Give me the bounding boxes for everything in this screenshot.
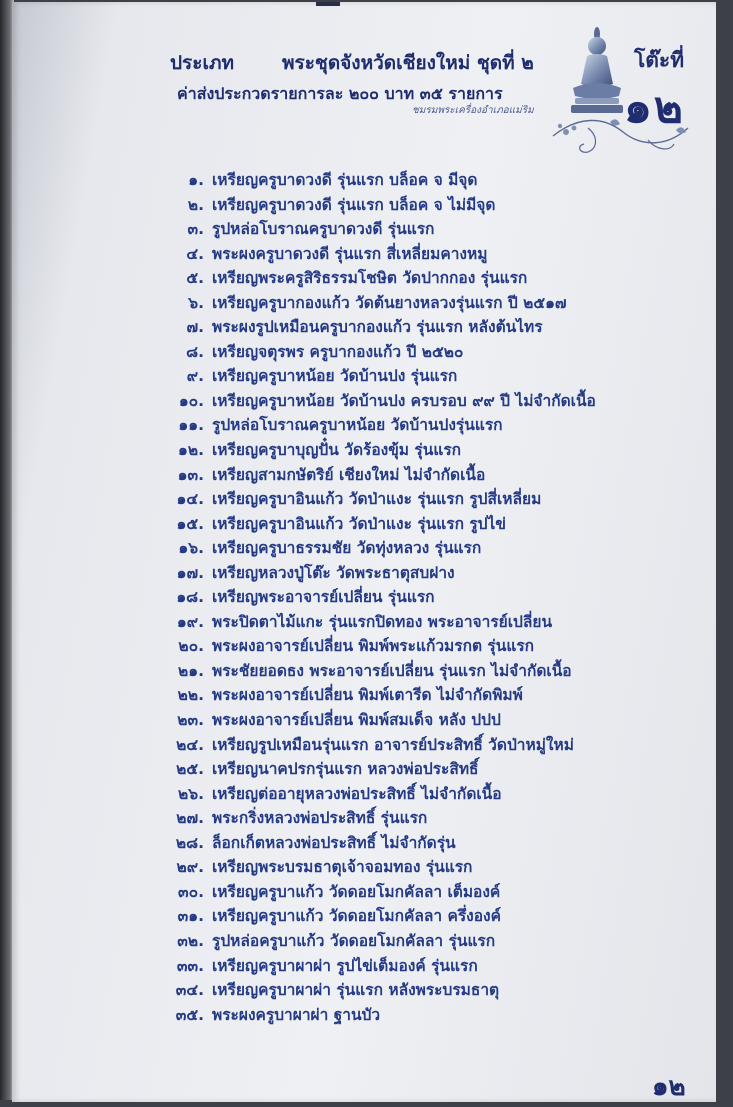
category-label: ประเภท bbox=[170, 52, 235, 74]
item-number: ๒๑. bbox=[178, 661, 204, 680]
list-item bbox=[160, 733, 720, 758]
list-item bbox=[160, 634, 720, 659]
list-item bbox=[160, 782, 720, 807]
entry-list bbox=[160, 168, 720, 1027]
page-number: ๑๒ bbox=[652, 1072, 686, 1102]
item-number: ๘. bbox=[186, 342, 204, 361]
list-item bbox=[160, 806, 720, 831]
item-number: ๑๐. bbox=[178, 391, 204, 410]
item-text: พระผงรูปเหมือนครูบากองแก้ว รุ่นแรก หลังต้นไทร bbox=[212, 318, 543, 337]
list-item bbox=[160, 831, 720, 856]
item-text: พระผงครูบาผาผ่า ฐานบัว bbox=[212, 1005, 381, 1024]
item-number: ๒. bbox=[187, 195, 204, 214]
entry-fee-text: ค่าส่งประกวดรายการละ ๒๐๐ บาท ๓๕ รายการ bbox=[177, 84, 503, 103]
list-item bbox=[160, 463, 720, 488]
item-number: ๒๖. bbox=[178, 784, 204, 803]
item-number: ๑๘. bbox=[176, 588, 204, 607]
category-value: พระชุดจังหวัดเชียงใหม่ ชุดที่ ๒ bbox=[282, 52, 534, 74]
club-name: ชมรมพระเครื่องอำเภอแม่ริม bbox=[412, 105, 534, 116]
item-text: เหรียญรูปเหมือนรุ่นแรก อาจารย์ประสิทธิ์ วัดป่าหมู่ใหม่ bbox=[212, 735, 574, 754]
item-text: เหรียญครูบาบุญปั๋น วัดร้องขุ้ม รุ่นแรก bbox=[212, 441, 462, 460]
item-number: ๖. bbox=[188, 293, 204, 312]
item-number: ๓๔. bbox=[175, 981, 204, 1000]
list-item bbox=[160, 291, 720, 316]
item-number: ๒๙. bbox=[176, 858, 204, 877]
page-header bbox=[12, 2, 716, 172]
list-item bbox=[160, 340, 720, 365]
item-number: ๒๗. bbox=[176, 809, 204, 828]
item-text: เหรียญครูบากองแก้ว วัดต้นยางหลวงรุ่นแรก ปี ๒๕๑๗ bbox=[212, 293, 567, 312]
item-text: พระผงอาจารย์เปลี่ยน พิมพ์พระแก้วมรกต รุ่นแรก bbox=[212, 637, 535, 656]
item-number: ๒๘. bbox=[175, 833, 204, 852]
item-text: เหรียญพระบรมธาตุเจ้าจอมทอง รุ่นแรก bbox=[212, 858, 473, 877]
item-text: เหรียญพระอาจารย์เปลี่ยน รุ่นแรก bbox=[212, 588, 435, 607]
list-item bbox=[160, 242, 720, 267]
item-text: เหรียญครูบาผาผ่า รูปไข่เต็มองค์ รุ่นแรก bbox=[212, 956, 478, 975]
item-text: รูปหล่อโบราณครูบาหน้อย วัดบ้านปงรุ่นแรก bbox=[212, 416, 503, 435]
item-text: ล็อกเก็ตหลวงพ่อประสิทธิ์ ไม่จำกัดรุ่น bbox=[212, 833, 456, 852]
list-item bbox=[160, 610, 720, 635]
item-number: ๓๐. bbox=[178, 882, 204, 901]
item-text: พระผงครูบาดวงดี รุ่นแรก สี่เหลี่ยมคางหมู bbox=[212, 244, 488, 263]
item-number: ๗. bbox=[186, 318, 204, 337]
list-item bbox=[160, 536, 720, 561]
item-number: ๑๔. bbox=[176, 490, 204, 509]
list-item bbox=[160, 978, 720, 1003]
item-number: ๑๗. bbox=[176, 563, 204, 582]
list-item bbox=[160, 438, 720, 463]
item-text: เหรียญสามกษัตริย์ เชียงใหม่ ไม่จำกัดเนื้อ bbox=[212, 465, 486, 484]
list-item bbox=[160, 929, 720, 954]
item-number: ๑๑. bbox=[178, 416, 204, 435]
item-text: เหรียญต่ออายุหลวงพ่อประสิทธิ์ ไม่จำกัดเนื้อ bbox=[212, 784, 502, 803]
item-text: เหรียญครูบาหน้อย วัดบ้านปง รุ่นแรก bbox=[212, 367, 458, 386]
list-item bbox=[160, 168, 720, 193]
item-number: ๒๒. bbox=[177, 686, 204, 705]
item-text: เหรียญครูบาหน้อย วัดบ้านปง ครบรอบ ๙๙ ปี ไม่จำกัดเนื้อ bbox=[212, 391, 596, 410]
item-text: เหรียญครูบาแก้ว วัดดอยโมกคัลลา ครึ่งองค์ bbox=[212, 907, 501, 926]
item-number: ๒๓. bbox=[177, 711, 204, 730]
list-item bbox=[160, 487, 720, 512]
item-text: เหรียญครูบาอินแก้ว วัดป่าแงะ รุ่นแรก รูปไข่ bbox=[212, 514, 506, 533]
item-text: พระปิดตาไม้แกะ รุ่นแรกปิดทอง พระอาจารย์เปลี่ยน bbox=[212, 612, 553, 631]
list-item bbox=[160, 904, 720, 929]
item-number: ๒๔. bbox=[176, 735, 204, 754]
item-number: ๔. bbox=[186, 244, 204, 263]
list-item bbox=[160, 561, 720, 586]
item-text: เหรียญครูบาดวงดี รุ่นแรก บล็อค จ ไม่มีจุด bbox=[212, 195, 496, 214]
list-item bbox=[160, 364, 720, 389]
item-text: เหรียญครูบาธรรมชัย วัดทุ่งหลวง รุ่นแรก bbox=[212, 539, 482, 558]
list-item bbox=[160, 217, 720, 242]
item-number: ๓๓. bbox=[176, 956, 204, 975]
list-item bbox=[160, 708, 720, 733]
item-text: พระผงอาจารย์เปลี่ยน พิมพ์เตารีด ไม่จำกัดพิมพ์ bbox=[212, 686, 523, 705]
item-number: ๙. bbox=[186, 367, 204, 386]
list-item bbox=[160, 659, 720, 684]
item-text: พระผงอาจารย์เปลี่ยน พิมพ์สมเด็จ หลัง ปปป bbox=[212, 711, 501, 730]
table-label: โต๊ะที่ bbox=[634, 48, 685, 72]
item-number: ๓๕. bbox=[175, 1005, 204, 1024]
item-text: เหรียญจตุรพร ครูบากองแก้ว ปี ๒๕๒๐ bbox=[212, 342, 464, 361]
item-number: ๒๕. bbox=[176, 760, 204, 779]
item-number: ๒๐. bbox=[178, 637, 204, 656]
item-number: ๓. bbox=[187, 220, 204, 239]
item-text: เหรียญครูบาอินแก้ว วัดป่าแงะ รุ่นแรก รูปสี่เหลี่ยม bbox=[212, 490, 542, 509]
item-number: ๑๓. bbox=[177, 465, 204, 484]
item-number: ๑. bbox=[188, 171, 204, 189]
list-item bbox=[160, 683, 720, 708]
item-text: เหรียญพระครูสิริธรรมโชษิต วัดปากกอง รุ่นแรก bbox=[212, 269, 528, 288]
item-text: รูปหล่อครูบาแก้ว วัดดอยโมกคัลลา รุ่นแรก bbox=[212, 931, 496, 950]
list-item bbox=[160, 880, 720, 905]
table-number: ๑๒ bbox=[624, 82, 685, 133]
item-text: เหรียญครูบาดวงดี รุ่นแรก บล็อค จ มีจุด bbox=[212, 171, 478, 189]
item-text: รูปหล่อโบราณครูบาดวงดี รุ่นแรก bbox=[212, 220, 435, 239]
item-text: พระชัยยอดธง พระอาจารย์เปลี่ยน รุ่นแรก ไม่จำกัดเนื้อ bbox=[212, 661, 572, 680]
item-text: เหรียญครูบาแก้ว วัดดอยโมกคัลลา เต็มองค์ bbox=[212, 882, 501, 901]
list-item bbox=[160, 413, 720, 438]
list-item bbox=[160, 855, 720, 880]
item-number: ๑๒. bbox=[178, 441, 204, 460]
list-item bbox=[160, 389, 720, 414]
item-text: เหรียญครูบาผาผ่า รุ่นแรก หลังพระบรมธาตุ bbox=[212, 981, 500, 1000]
list-item bbox=[160, 757, 720, 782]
list-item bbox=[160, 585, 720, 610]
item-number: ๓๒. bbox=[177, 931, 204, 950]
item-text: พระกริ่งหลวงพ่อประสิทธิ์ รุ่นแรก bbox=[212, 809, 428, 828]
item-text: เหรียญนาคปรกรุ่นแรก หลวงพ่อประสิทธิ์ bbox=[212, 760, 479, 779]
item-number: ๑๙. bbox=[176, 612, 204, 631]
list-item bbox=[160, 266, 720, 291]
list-item bbox=[160, 315, 720, 340]
item-text: เหรียญหลวงปู่โต๊ะ วัดพระธาตุสบฝาง bbox=[212, 563, 455, 582]
item-number: ๑๕. bbox=[176, 514, 204, 533]
item-number: ๓๑. bbox=[177, 907, 204, 926]
buddha-statue-icon bbox=[565, 26, 629, 116]
list-item bbox=[160, 193, 720, 218]
list-item bbox=[160, 1003, 720, 1028]
document-page bbox=[12, 2, 716, 1102]
list-item bbox=[160, 954, 720, 979]
item-number: ๕. bbox=[186, 269, 204, 288]
item-number: ๑๖. bbox=[178, 539, 204, 558]
list-item bbox=[160, 512, 720, 537]
